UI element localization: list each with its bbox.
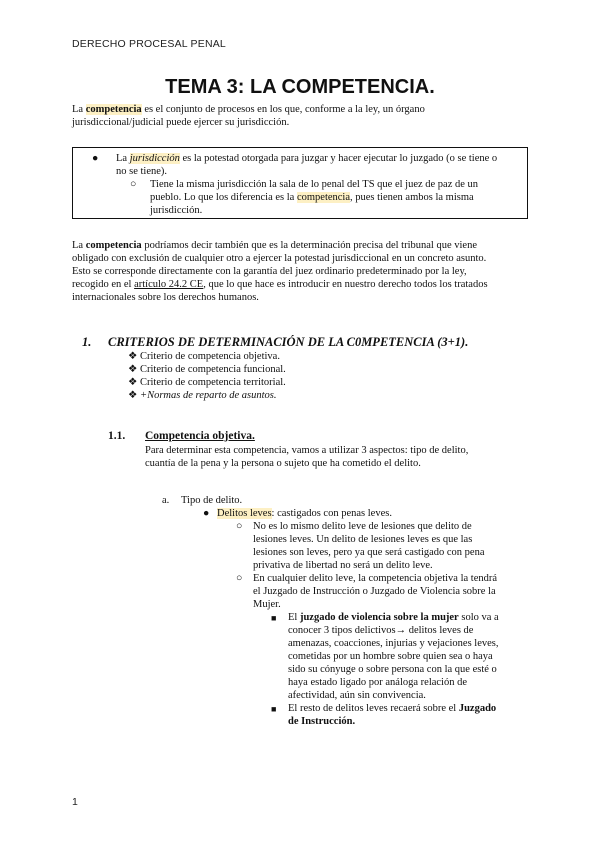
section-1-1-title: Competencia objetiva.	[145, 430, 255, 442]
intro-line-1: La competencia es el conjunto de procesos en los que, conforme a la ley, un órgano	[72, 104, 425, 115]
section-1-number: 1.	[82, 335, 92, 349]
leves-sub1-line-4: privativa de libertad no será un delito leve.	[253, 560, 433, 571]
vsm-line-2: conocer 3 tipos delictivos→ delitos leves de	[288, 625, 474, 636]
list-a-label: Tipo de delito.	[181, 495, 243, 506]
criteria-item-4: ❖ +Normas de reparto de asuntos.	[128, 390, 277, 401]
vsm-line-5: sido su cónyuge o sobre persona con la que esté o	[288, 664, 497, 675]
para2-line-4: recogido en el artículo 24.2 CE, que lo que hace es introducir en nuestro derecho todos los tratados	[72, 279, 488, 290]
delitos-leves-item: Delitos leves: castigados con penas leves.	[217, 508, 392, 519]
term-competencia: competencia	[85, 104, 142, 115]
section-1-1-line-2: cuantía de la pena y la persona o sujeto que ha cometido el delito.	[145, 458, 421, 469]
circle-bullet-icon: ○	[130, 179, 137, 190]
resto-line-2: de Instrucción.	[288, 716, 356, 727]
criteria-item-1: ❖ Criterio de competencia objetiva.	[128, 351, 280, 362]
page-number: 1	[72, 796, 78, 808]
bullet-dot-icon: ●	[92, 153, 99, 164]
page-title: TEMA 3: LA COMPETENCIA.	[165, 76, 435, 98]
diamond-bullet-icon: ❖	[128, 377, 138, 388]
box-bullet-1-line2: no se tiene).	[116, 166, 168, 177]
term-competencia-3: competencia	[85, 240, 142, 251]
intro-line-2: jurisdiccional/judicial puede ejercer su jurisdicción.	[72, 117, 290, 128]
bullet-dot-icon: ●	[203, 508, 210, 519]
para2-line-2: obligado con exclusión de cualquier otro a ejercer la potestad jurisdiccional en un concreto asunto.	[72, 253, 487, 264]
box-sub-1: Tiene la misma jurisdicción la sala de lo penal del TS que el juez de paz de un	[150, 179, 479, 190]
leves-sub1-line-2: lesiones leves. Un delito de lesiones leves es que las	[253, 534, 473, 545]
section-1-title: CRITERIOS DE DETERMINACIÓN DE LA C0MPETENCIA (3+1).	[108, 335, 469, 349]
diamond-bullet-icon: ❖	[128, 390, 138, 401]
box-sub-2: pueblo. Lo que los diferencia es la competencia, pues tienen ambos la misma	[150, 192, 474, 203]
vsm-line-1: El juzgado de violencia sobre la mujer solo va a	[288, 612, 499, 623]
list-a-marker: a.	[162, 495, 170, 506]
criteria-item-3: ❖ Criterio de competencia territorial.	[128, 377, 286, 388]
section-1-1-number: 1.1.	[108, 430, 126, 442]
leves-sub1-line-1: No es lo mismo delito leve de lesiones que delito de	[253, 521, 472, 532]
term-jurisdiccion: jurisdicción	[129, 153, 180, 164]
circle-bullet-icon: ○	[236, 521, 243, 532]
square-bullet-icon: ■	[271, 613, 277, 623]
term-delitos-leves: Delitos leves	[217, 508, 272, 519]
circle-bullet-icon: ○	[236, 573, 243, 584]
vsm-line-6: haya estado ligado por análoga relación de	[288, 677, 468, 688]
criteria-item-2: ❖ Criterio de competencia funcional.	[128, 364, 286, 375]
leves-sub1-line-3: lesiones son leves, pero ya que será castigado con pena	[253, 547, 485, 558]
leves-sub2-line-2: el Juzgado de Instrucción o Juzgado de Violencia sobre la	[253, 586, 496, 597]
leves-sub2-line-3: Mujer.	[253, 599, 281, 610]
box-bullet-1: La jurisdicción es la potestad otorgada para juzgar y hacer ejecutar lo juzgado (o se tiene o	[116, 153, 498, 164]
term-competencia-2: competencia	[296, 192, 351, 203]
resto-line-1: El resto de delitos leves recaerá sobre el Juzgado	[288, 703, 497, 714]
article-reference-link[interactable]: artículo 24.2 CE	[134, 279, 204, 290]
para2-line-3: Esto se corresponde directamente con la garantía del juez ordinario predeterminado por la ley,	[72, 266, 467, 277]
section-1-1-line-1: Para determinar esta competencia, vamos a utilizar 3 aspectos: tipo de delito,	[145, 445, 469, 456]
diamond-bullet-icon: ❖	[128, 364, 138, 375]
vsm-line-4: cometidas por un hombre sobre quien sea o haya	[288, 651, 493, 662]
running-header: DERECHO PROCESAL PENAL	[72, 38, 226, 50]
leves-sub2-line-1: En cualquier delito leve, la competencia objetiva la tendrá	[253, 573, 498, 584]
diamond-bullet-icon: ❖	[128, 351, 138, 362]
para2-line-5: internacionales sobre los derechos humanos.	[72, 292, 259, 303]
vsm-line-3: amenazas, coacciones, injurias y vejaciones leves,	[288, 638, 499, 649]
para2-line-1: La competencia podríamos decir también que es la determinación precisa del tribunal que viene	[72, 240, 477, 251]
box-sub-3: jurisdicción.	[150, 205, 203, 216]
square-bullet-icon: ■	[271, 704, 277, 714]
vsm-line-7: afectividad, aún sin convivencia.	[288, 690, 426, 701]
